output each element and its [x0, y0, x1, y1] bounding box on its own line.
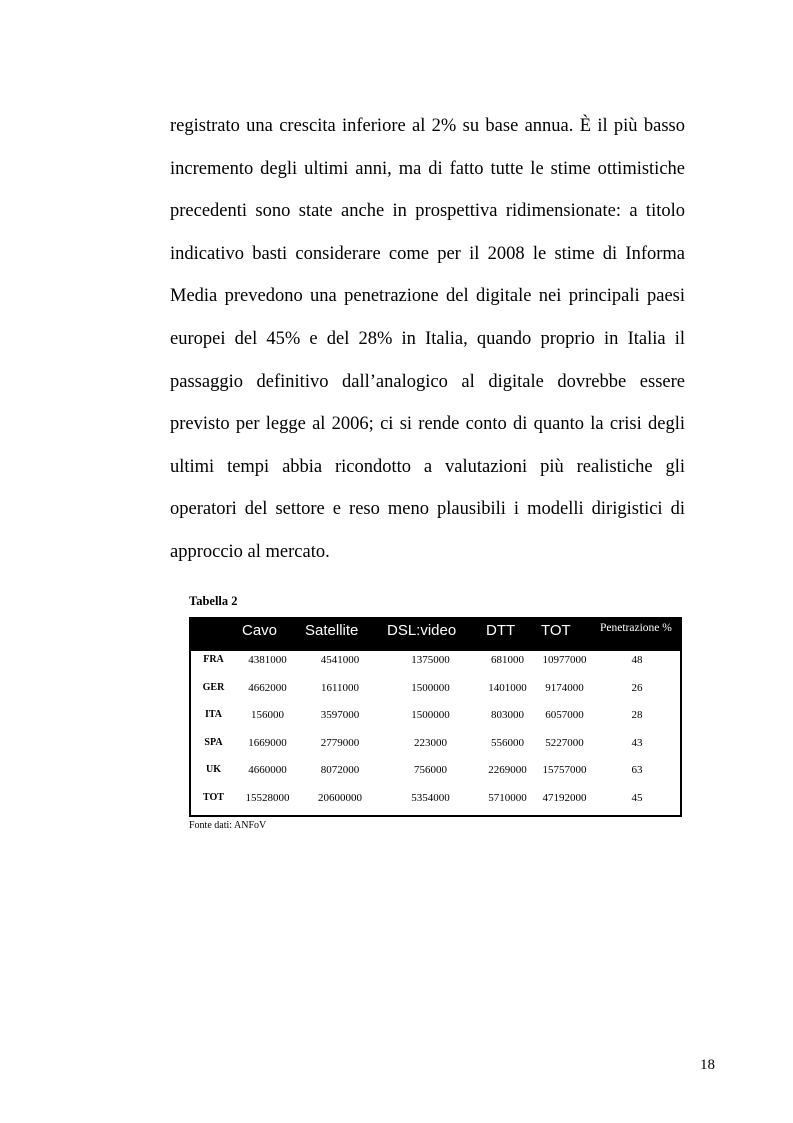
table-row — [191, 706, 680, 734]
table-row-label: FRA — [203, 654, 224, 665]
table-header-cell: Cavo — [242, 622, 278, 639]
table-cell: 756000 — [414, 764, 447, 777]
table-cell: 45 — [631, 791, 643, 804]
table-cell: 8072000 — [320, 764, 360, 777]
table-cell: 2779000 — [320, 736, 360, 749]
table-cell: 1401000 — [488, 681, 527, 694]
table-cell: 3597000 — [320, 709, 360, 722]
paragraph-line: incremento degli ultimi anni, ma di fatto tutte le stime ottimistiche — [170, 158, 685, 179]
table-cell: 681000 — [491, 654, 524, 666]
paragraph-line: Media prevedono una penetrazione del digitale nei principali paesi — [170, 286, 685, 307]
table-cell: 556000 — [491, 736, 524, 749]
table-cell: 20600000 — [318, 791, 362, 804]
table-cell: 1500000 — [411, 709, 450, 722]
paragraph-line: operatori del settore e reso meno plausibili i modelli dirigistici di — [170, 499, 685, 520]
table-cell: 10977000 — [542, 654, 587, 666]
table-cell: 2269000 — [488, 764, 527, 777]
data-table-frame — [189, 617, 682, 817]
paragraph-line: registrato una crescita inferiore al 2% su base annua. È il più basso — [170, 116, 685, 136]
table-header-cell: DTT — [486, 622, 516, 639]
table-cell: 6057000 — [545, 709, 584, 722]
table-cell: 1500000 — [411, 681, 450, 694]
table-row — [191, 679, 680, 707]
table-cell: 156000 — [251, 709, 284, 722]
table-cell: 223000 — [414, 736, 447, 749]
table-header-cell: Satellite — [305, 622, 359, 639]
table-row — [191, 734, 680, 762]
table-cell: 1669000 — [248, 736, 287, 749]
table-cell: 1375000 — [411, 654, 450, 666]
table-cell: 4660000 — [248, 764, 287, 777]
table-cell: 4541000 — [320, 654, 360, 666]
table-row-label: GER — [202, 681, 225, 693]
table-cell: 5354000 — [411, 791, 450, 804]
table-cell: 48 — [631, 654, 643, 666]
body-paragraph — [170, 105, 685, 574]
paragraph-line: indicativo basti considerare come per il 2008 le stime di Informa — [170, 243, 685, 264]
table-cell: 63 — [631, 764, 643, 777]
paragraph-line: ultimi tempi abbia ricondotto a valutazioni più realistiche gli — [170, 456, 685, 477]
paragraph-line: europei del 45% e del 28% in Italia, quando proprio in Italia il — [170, 328, 685, 349]
table-header-cell: Penetrazione % — [600, 622, 672, 634]
table-cell: 5227000 — [545, 736, 584, 749]
paragraph-line: approccio al mercato. — [170, 541, 330, 562]
table-cell: 47192000 — [542, 791, 587, 804]
table-row-label: ITA — [204, 709, 223, 721]
table-header-row — [191, 619, 680, 651]
paragraph-line: previsto per legge al 2006; ci si rende conto di quanto la crisi degli — [170, 414, 685, 435]
table-cell: 5710000 — [488, 791, 527, 804]
paragraph-line: precedenti sono state anche in prospettiva ridimensionate: a titolo — [170, 201, 685, 222]
table-row-label: SPA — [204, 736, 223, 748]
table-row — [191, 761, 680, 789]
table-cell: 15757000 — [542, 764, 587, 777]
table-cell: 15528000 — [245, 791, 290, 804]
table-cell: 26 — [631, 681, 643, 694]
table-caption: Tabella 2 — [189, 594, 238, 608]
table-row — [191, 651, 680, 679]
source-note: Fonte dati: ANFoV — [189, 820, 267, 831]
table-header-cell — [191, 619, 236, 651]
table-cell: 28 — [631, 709, 643, 722]
table-cell: 803000 — [491, 709, 524, 722]
table-cell: 1611000 — [320, 681, 360, 694]
table-row-label: UK — [206, 764, 221, 776]
page-number: 18 — [700, 1057, 715, 1073]
table-cell: 43 — [631, 736, 643, 749]
data-table — [191, 619, 680, 817]
table-row — [191, 789, 680, 817]
table-cell: 4381000 — [248, 654, 287, 666]
table-cell: 4662000 — [248, 681, 287, 694]
table-row-label: TOT — [203, 791, 224, 803]
paragraph-line: passaggio definitivo dall’analogico al digitale dovrebbe essere — [170, 371, 685, 392]
table-header-cell: DSL:video — [387, 622, 457, 639]
table-cell: 9174000 — [545, 681, 584, 694]
table-header-cell: TOT — [541, 622, 571, 639]
